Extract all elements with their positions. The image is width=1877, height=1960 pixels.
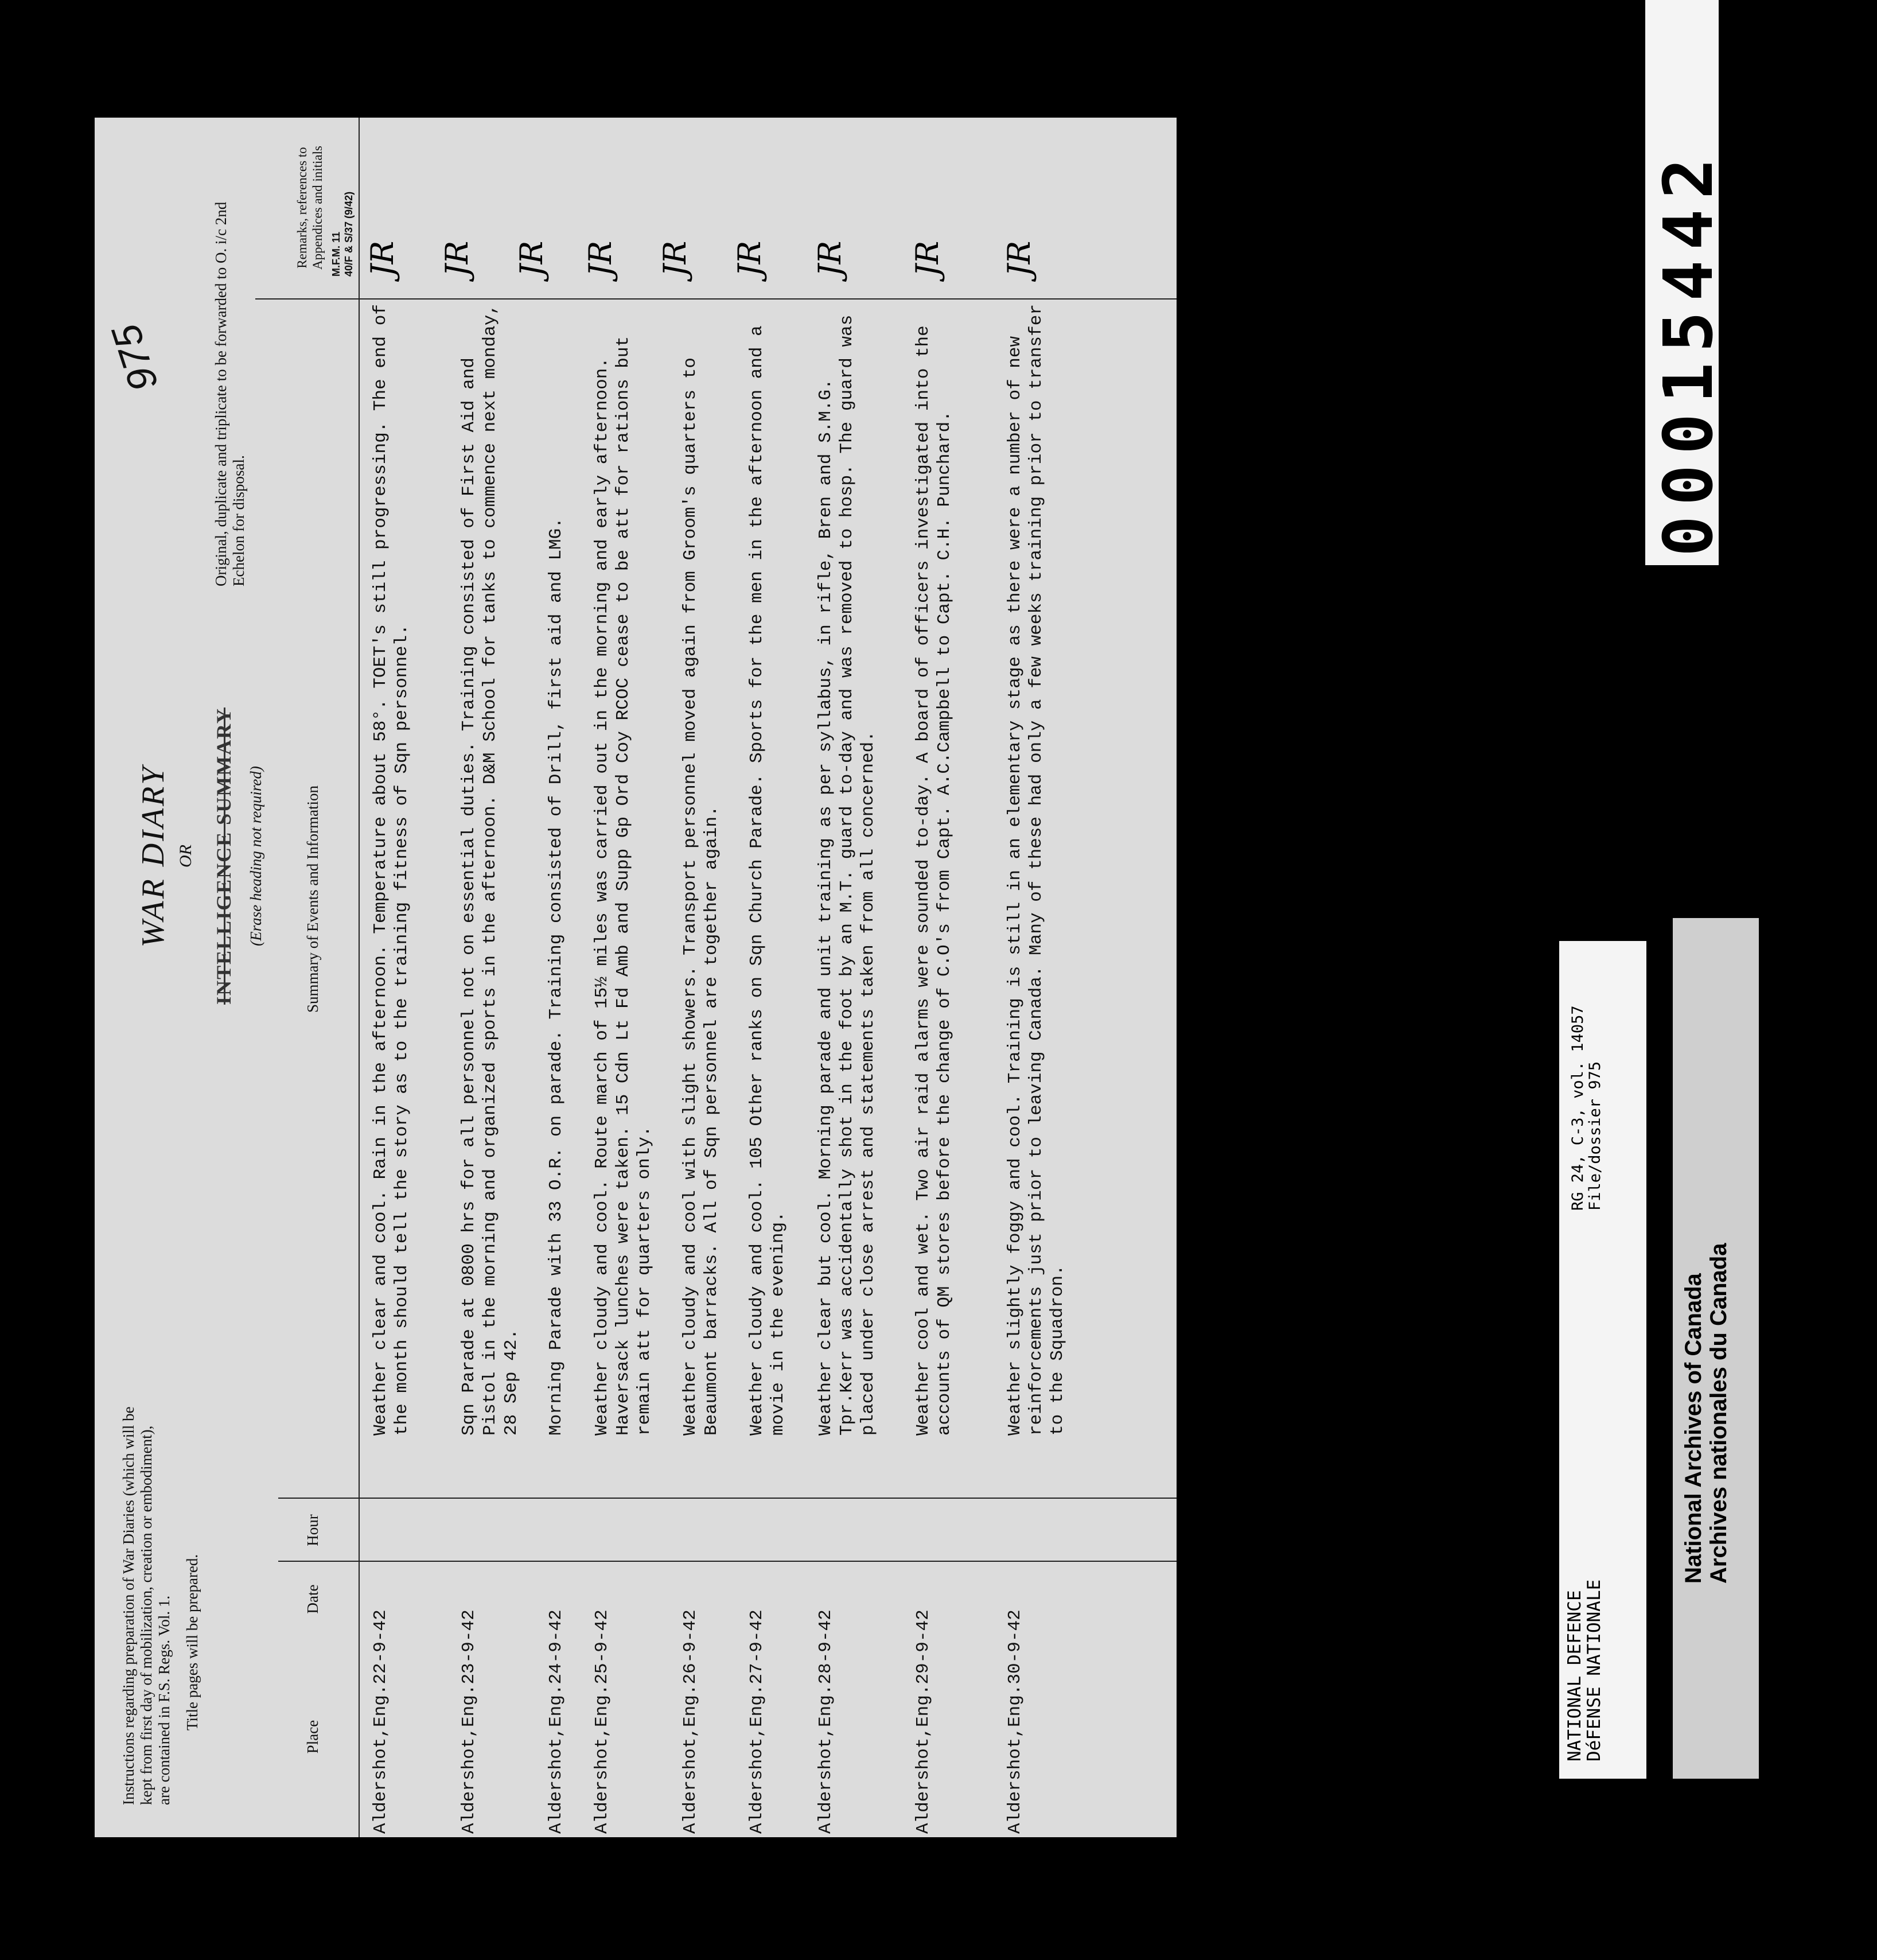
- initials-signature: JR: [513, 240, 550, 277]
- entry-summary: Weather clear and cool. Rain in the afternoon. Temperature about 58°. TOET's still progressing. The end of the month should tell the story as to the training fitness of Sqn personnel.: [371, 304, 412, 1436]
- entry-place: Aldershot,Eng.22-9-42: [371, 1609, 391, 1834]
- col-divider: [278, 1498, 1177, 1499]
- entry-place: Aldershot,Eng.26-9-42: [680, 1609, 700, 1834]
- header-rule: [359, 118, 360, 1837]
- entry-summary: Weather cool and wet. Two air raid alarms were sounded to-day. A board of officers investigated into the accounts of QM stores before the change of C.O's from Capt. A.C.Campbell to Capt. C.H. Punchard.: [913, 325, 955, 1436]
- entry-place: Aldershot,Eng.27-9-42: [747, 1609, 767, 1834]
- handwritten-file-number: 975: [103, 319, 167, 397]
- initials-signature: JR: [582, 240, 618, 277]
- entry-place: Aldershot,Eng.28-9-42: [816, 1609, 836, 1834]
- dept-en: NATIONAL DEFENCE: [1564, 1590, 1585, 1761]
- entry-place: Aldershot,Eng.30-9-42: [1005, 1609, 1025, 1834]
- initials-signature: JR: [657, 240, 693, 277]
- col-divider: [278, 1561, 1177, 1562]
- form-ref-1: M.F.M. 11: [330, 231, 342, 277]
- initials-signature: JR: [439, 240, 475, 277]
- initials-signature: JR: [364, 240, 400, 277]
- entry-summary: Weather cloudy and cool. 105 Other ranks on Sqn Church Parade. Sports for the men in the afternoon and a movie in the evening.: [747, 325, 788, 1436]
- initials-signature: JR: [812, 240, 848, 277]
- instructions-text: Instructions regarding preparation of War Diaries (which will be kept from first day of mobilization, creation or embodiment), are contained in F.S. Regs. Vol. 1.: [120, 1406, 173, 1805]
- archives-fr: Archives nationales du Canada: [1706, 1243, 1731, 1584]
- title-or: OR: [176, 845, 195, 868]
- entry-summary: Sqn Parade at 0800 hrs for all personnel not on essential duties. Training consisted of First Aid and Pistol in the morning and organized sports in the afternoon. D&M School for tanks to commence next monday, 28 Sep 42.: [459, 304, 521, 1436]
- form-ref-2: 40/F & S/37 (9/42): [343, 191, 355, 277]
- disposal-note: Original, duplicate and triplicate to be forwarded to O. i/c 2nd Echelon for disposal.: [212, 201, 247, 586]
- entry-place: Aldershot,Eng.24-9-42: [546, 1609, 566, 1834]
- archives-en: National Archives of Canada: [1681, 1273, 1706, 1584]
- diary-title: WAR DIARY: [135, 764, 171, 948]
- entry-place: Aldershot,Eng.29-9-42: [913, 1609, 933, 1834]
- entry-place: Aldershot,Eng.23-9-42: [459, 1609, 479, 1834]
- war-diary-sheet: [95, 118, 1177, 1837]
- erase-note: (Erase heading not required): [247, 766, 264, 946]
- ref-line-2: File/dossier 975: [1586, 1061, 1604, 1211]
- entry-summary: Weather clear but cool. Morning parade and unit training as per syllabus, in rifle, Bren and S.M.G. Tpr.Kerr was accidentally shot in the foot by an M.T. guard to-day and was removed to hosp. The guard was placed under close arrest and statements taken from all concerned.: [816, 314, 878, 1436]
- entry-place: Aldershot,Eng.25-9-42: [592, 1609, 612, 1834]
- entry-summary: Weather slightly foggy and cool. Training is still in an elementary stage as there were a number of new reinforcements just prior to leaving Canada. Many of these had only a few weeks training prior to transfer to the Squadron.: [1005, 304, 1068, 1436]
- frame-number: 00015442: [1649, 147, 1728, 557]
- ref-line-1: RG 24, C-3, vol. 14057: [1569, 1005, 1587, 1211]
- initials-signature: JR: [731, 240, 768, 277]
- entry-summary: Morning Parade with 33 O.R. on parade. Training consisted of Drill, first aid and LMG.: [546, 518, 566, 1436]
- col-remarks: Remarks, references to Appendices and initials: [295, 146, 325, 270]
- dept-fr: DéFENSE NATIONALE: [1584, 1579, 1605, 1761]
- col-hour: Hour: [303, 1514, 321, 1546]
- struck-heading: INTELLIGENCE SUMMARY: [212, 707, 235, 1005]
- initials-signature: JR: [1001, 240, 1037, 277]
- col-summary: Summary of Events and Information: [303, 785, 321, 1013]
- initials-signature: JR: [909, 240, 945, 277]
- entry-summary: Weather cloudy and cool with slight showers. Transport personnel moved again from Groom's quarters to Beaumont barracks. All of Sqn personnel are together again.: [680, 357, 722, 1436]
- title-pages-note: Title pages will be prepared.: [184, 1554, 201, 1730]
- col-place: Place: [303, 1720, 321, 1754]
- col-date: Date: [303, 1584, 321, 1614]
- entry-summary: Weather cloudy and cool. Route march of 15½ miles was carried out in the morning and early afternoon. Haversack lunches were taken. 15 Cdn Lt Fd Amb and Supp Gp Ord Coy RCOC cease to be att for rations but remain att for quarters only.: [592, 336, 655, 1436]
